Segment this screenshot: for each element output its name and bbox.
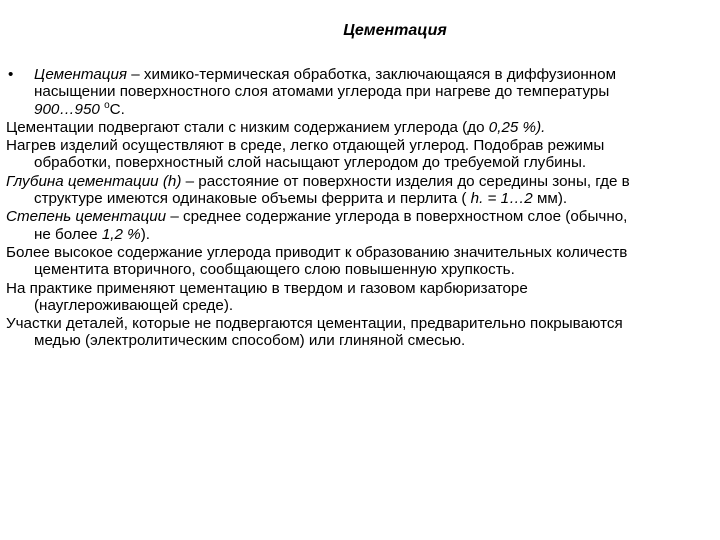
p2-text: Нагрев изделий осуществляют в среде, легко отдающей углерод. Подобрав режимы обработки, поверхностный слой насыщают углеродом до требуемой глубины.: [6, 137, 605, 172]
slide-body: [6, 66, 646, 351]
paragraph-degree: [6, 208, 646, 243]
p1-value: 0,25 %).: [488, 118, 546, 136]
p3-tail: мм).: [532, 190, 568, 208]
bullet-definition: [6, 66, 646, 118]
title-text: Цементация: [343, 22, 447, 39]
term-degree: Степень цементации: [6, 208, 167, 226]
temperature-value: 900…950: [34, 100, 105, 118]
paragraph-depth: [6, 173, 646, 208]
p4-value: 1,2 %: [101, 225, 141, 243]
p3-value: h. = 1…2: [470, 190, 533, 208]
paragraph-brittleness: [6, 244, 646, 279]
degree-sign: о: [104, 99, 110, 111]
bullet-icon: •: [8, 66, 14, 83]
p3-text: – расстояние от поверхности изделия до середины зоны, где в структуре имеются одинаковые объемы феррита и перлита (: [34, 172, 630, 208]
p5-text: Более высокое содержание углерода приводит к образованию значительных количеств цементита вторичного, сообщающего слою повышенную хрупкость.: [6, 243, 628, 279]
p4-tail: ).: [140, 225, 150, 243]
p4-text: – среднее содержание углерода в поверхностном слое (обычно, не более: [34, 208, 628, 243]
p6-text: На практике применяют цементацию в твердом и газовом карбюризаторе (науглероживающей среде).: [6, 279, 528, 314]
p1-text: Цементации подвергают стали с низким содержанием углерода (до: [6, 118, 489, 136]
paragraph-heating: [6, 137, 646, 172]
paragraph-practice: [6, 280, 646, 315]
term-cementation: Цементация: [34, 66, 128, 83]
term-depth: Глубина цементации (h): [6, 172, 182, 190]
temperature-unit: С.: [109, 100, 125, 118]
paragraph-low-carbon: [6, 119, 646, 136]
paragraph-protection: [6, 315, 646, 350]
slide-title: [0, 22, 720, 40]
definition-text: – химико-термическая обработка, заключающаяся в диффузионном насыщении поверхностного слоя атомами углерода при нагреве до температуры: [34, 66, 617, 101]
p7-text: Участки деталей, которые не подвергаются цементации, предварительно покрываются медью (электролитическим способом) или глиняной смесью.: [6, 315, 623, 350]
